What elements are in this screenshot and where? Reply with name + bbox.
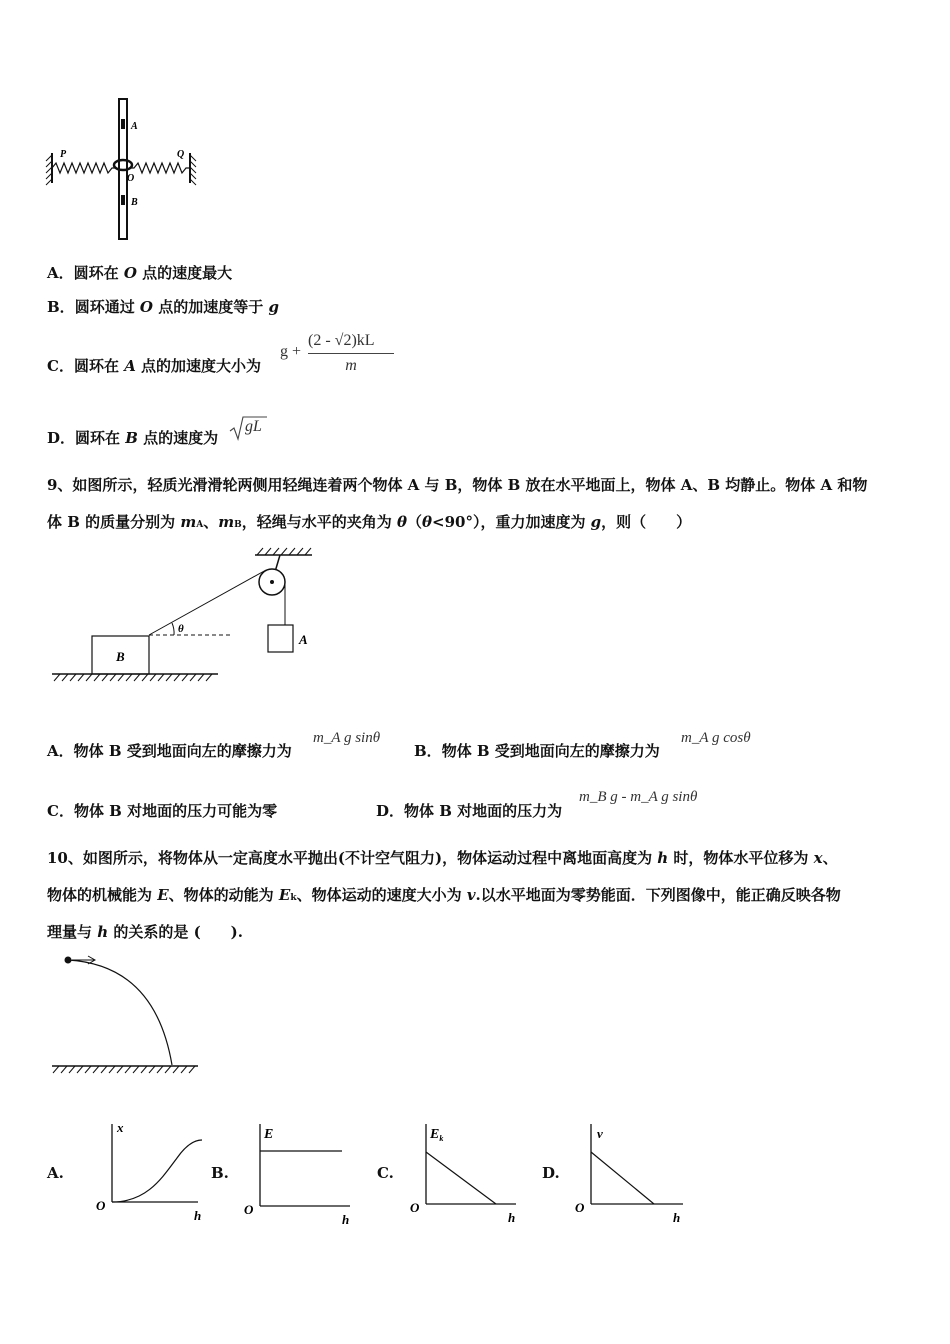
q10-graph-a bbox=[92, 1118, 212, 1228]
q8c-formula-fraction bbox=[308, 332, 394, 375]
graph-a-x-label: h bbox=[194, 1208, 202, 1223]
q10-graph-a-label: A. bbox=[47, 1164, 64, 1182]
q10-stem-line1: 10、如图所示，将物体从一定高度水平抛出(不计空气阻力)，物体运动过程中离地面高度为 h 时，物体水平位移为 x、 bbox=[47, 849, 838, 867]
rope-to-b bbox=[149, 570, 266, 635]
q10-graph-c-label: C. bbox=[377, 1164, 394, 1182]
q9b-formula: m_A g cosθ bbox=[681, 730, 751, 746]
q8-figure bbox=[40, 95, 210, 245]
graph-a-curve bbox=[112, 1140, 202, 1202]
graph-a-y-label: x bbox=[117, 1120, 124, 1135]
label-p: P bbox=[60, 149, 67, 160]
q10-stem-line3: 理量与 h 的关系的是 ( ). bbox=[47, 923, 244, 941]
q9a-formula: m_A g sinθ bbox=[313, 730, 381, 746]
graph-c-x-label: h bbox=[508, 1210, 516, 1225]
pulley-axle bbox=[270, 580, 274, 584]
label-q: Q bbox=[177, 149, 185, 160]
q9-option-a: A．物体 B 受到地面向左的摩擦力为 bbox=[47, 742, 292, 760]
q8c-formula-prefix: g + bbox=[280, 343, 302, 360]
graph-b-x-label: h bbox=[342, 1212, 350, 1227]
q10-graph-d-label: D. bbox=[542, 1164, 560, 1182]
q10-graph-c bbox=[406, 1118, 526, 1228]
block-b-label: B bbox=[116, 649, 125, 664]
right-spring bbox=[129, 163, 190, 173]
label-o: O bbox=[127, 173, 135, 184]
point-a-mark bbox=[121, 119, 125, 129]
q10-figure bbox=[50, 950, 210, 1080]
q8-option-d: D．圆环在 B 点的速度为 bbox=[47, 429, 219, 447]
q8d-formula: gL bbox=[245, 418, 262, 435]
q9-option-b: B．物体 B 受到地面向左的摩擦力为 bbox=[414, 742, 660, 760]
graph-d-x-label: h bbox=[673, 1210, 681, 1225]
graph-a-origin: O bbox=[96, 1198, 106, 1213]
q10-stem-line2: 物体的机械能为 E、物体的动能为 Ek、物体运动的速度大小为 v.以水平地面为零势能面．下列图像中，能正确反映各物 bbox=[47, 886, 841, 904]
graph-b-origin: O bbox=[244, 1202, 254, 1217]
trajectory bbox=[68, 960, 172, 1065]
q9-stem-line2: 体 B 的质量分别为 mA、mB，轻绳与水平的夹角为 θ（θ<90°），重力加速度为 g，则（ ） bbox=[47, 513, 692, 531]
q9-stem-line1: 9、如图所示，轻质光滑滑轮两侧用轻绳连着两个物体 A 与 B，物体 B 放在水平地面上，物体 A、B 均静止。物体 A 和物 bbox=[47, 476, 868, 494]
graph-d-line bbox=[591, 1152, 654, 1204]
graph-c-y-label: $E_k$ bbox=[430, 1127, 444, 1143]
q8-option-c: C．圆环在 A 点的加速度大小为 bbox=[47, 357, 262, 375]
graph-c-line bbox=[426, 1152, 496, 1204]
q8c-numerator: (2 - √2)kL bbox=[308, 332, 375, 349]
left-spring bbox=[52, 163, 117, 173]
graph-c-origin: O bbox=[410, 1200, 420, 1215]
q9-option-c: C．物体 B 对地面的压力可能为零 bbox=[47, 802, 278, 820]
graph-b-y-label: E bbox=[264, 1127, 274, 1142]
q9-option-d: D．物体 B 对地面的压力为 bbox=[376, 802, 563, 820]
q10-graph-b-label: B. bbox=[211, 1164, 229, 1182]
block-a bbox=[268, 625, 293, 652]
label-a: A bbox=[131, 121, 138, 132]
block-a-label: A bbox=[299, 632, 308, 647]
q9d-formula: m_B g - m_A g sinθ bbox=[579, 789, 698, 805]
q10-graph-d bbox=[571, 1118, 691, 1228]
point-b-mark bbox=[121, 195, 125, 205]
q10-graph-b bbox=[240, 1118, 360, 1228]
q8c-denominator: m bbox=[345, 357, 357, 374]
q9-figure bbox=[50, 545, 330, 685]
theta-label: θ bbox=[178, 623, 184, 635]
label-b: B bbox=[131, 197, 138, 208]
angle-arc bbox=[172, 623, 174, 635]
q8-option-a: A．圆环在 O 点的速度最大 bbox=[47, 264, 233, 282]
q8-option-b: B．圆环通过 O 点的加速度等于 g bbox=[47, 298, 279, 316]
graph-d-origin: O bbox=[575, 1200, 585, 1215]
graph-d-y-label: v bbox=[597, 1126, 603, 1141]
